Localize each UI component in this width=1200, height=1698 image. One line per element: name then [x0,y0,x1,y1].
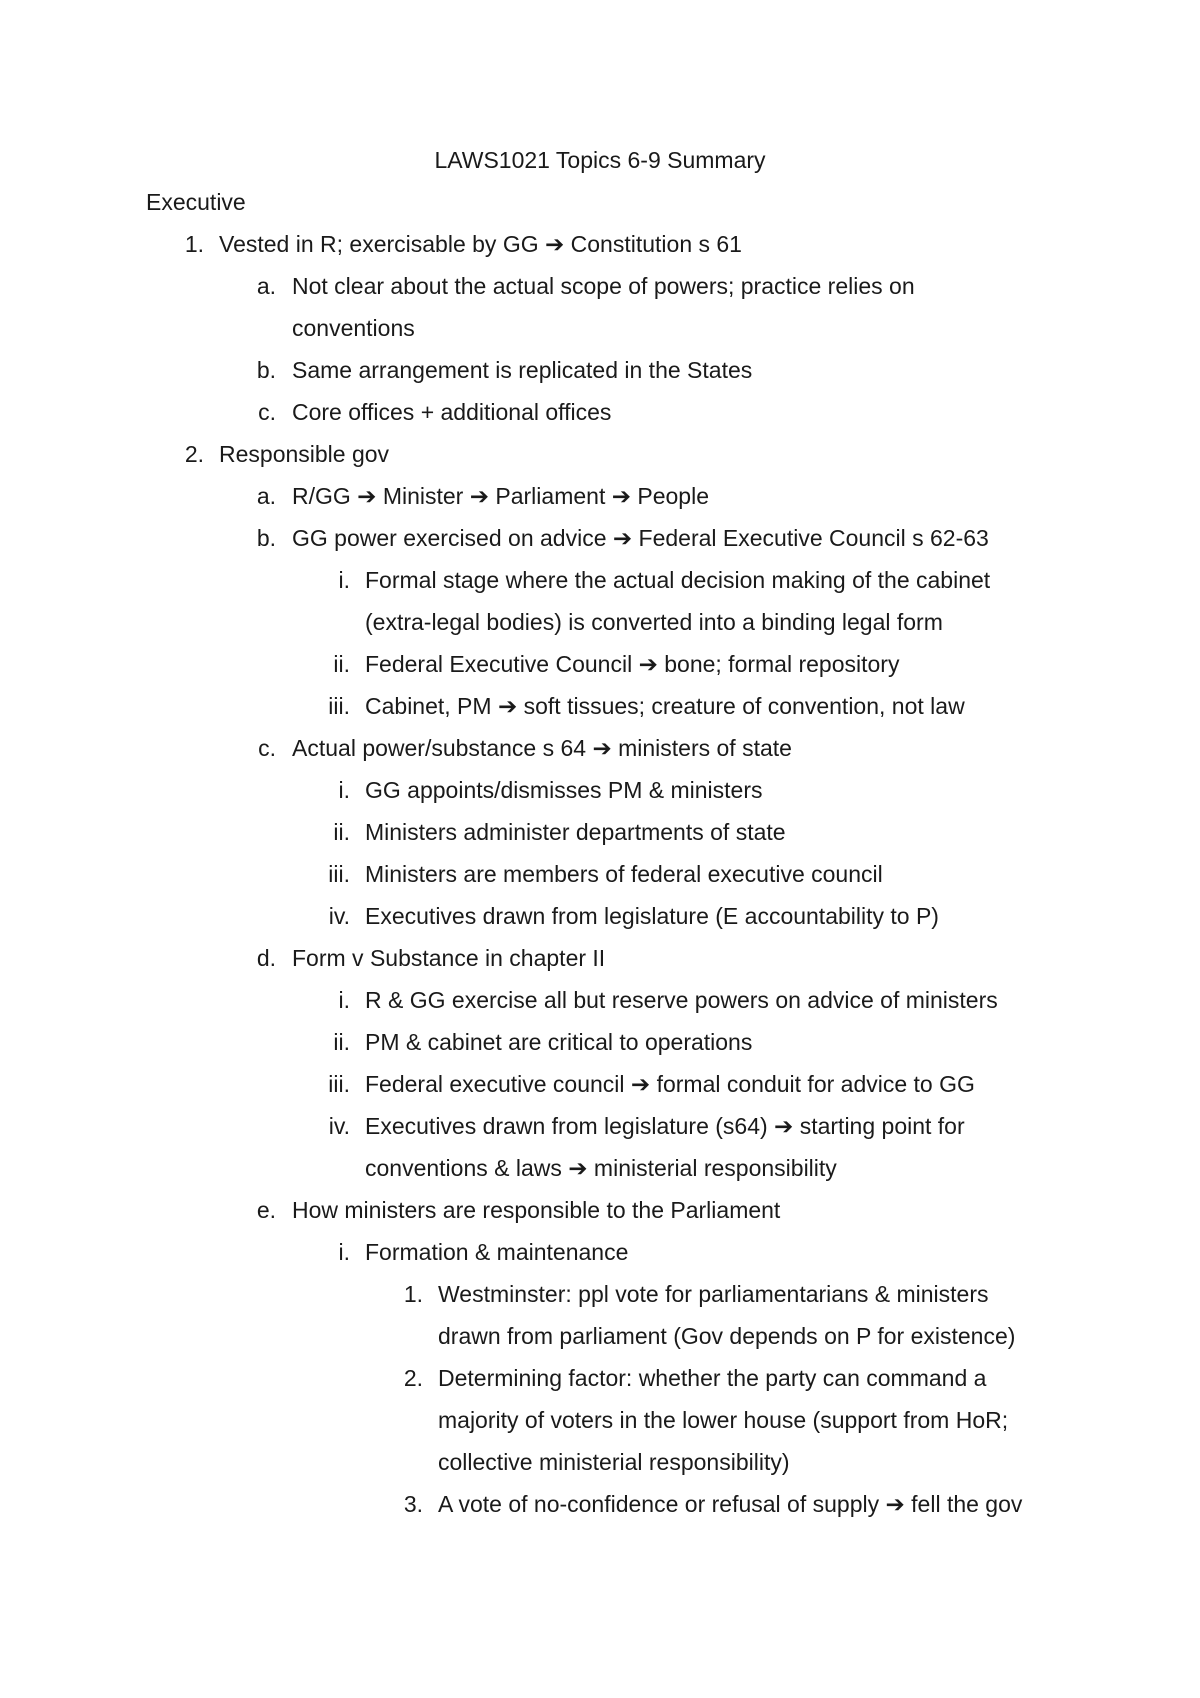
list-marker: iii. [328,693,350,719]
list-item-continuation: drawn from parliament (Gov depends on P for existence) [438,1323,1016,1349]
document-title: LAWS1021 Topics 6-9 Summary [434,147,766,173]
list-marker: a. [256,483,276,509]
list-marker: iii. [328,1071,350,1097]
list-marker: ii. [333,651,350,677]
list-marker: a. [256,273,276,299]
list-marker: 2. [184,441,204,467]
list-marker: 3. [403,1491,423,1517]
list-item: Form v Substance in chapter II [292,945,606,971]
list-item: Responsible gov [219,441,390,467]
list-marker: c. [258,399,276,425]
list-item-continuation: conventions & laws ➔ ministerial responsibility [365,1155,837,1181]
list-item: Formation & maintenance [365,1239,629,1265]
list-marker: ii. [333,819,350,845]
list-marker: e. [256,1197,276,1223]
list-marker: i. [338,987,350,1013]
list-item: Westminster: ppl vote for parliamentarians & ministers [438,1281,989,1307]
list-marker: i. [338,567,350,593]
list-item: A vote of no-confidence or refusal of supply ➔ fell the gov [438,1491,1023,1517]
list-marker: iv. [328,1113,350,1139]
list-item: Ministers administer departments of state [365,819,786,845]
list-marker: b. [256,525,276,551]
list-item: GG power exercised on advice ➔ Federal Executive Council s 62-63 [292,525,989,551]
list-marker: c. [258,735,276,761]
list-marker: iv. [328,903,350,929]
list-item: Same arrangement is replicated in the States [292,357,753,383]
list-item: Determining factor: whether the party can command a [438,1365,987,1391]
list-marker: b. [256,357,276,383]
list-item: R & GG exercise all but reserve powers on advice of ministers [365,987,998,1013]
section-heading: Executive [146,189,246,215]
list-item: Core offices + additional offices [292,399,612,425]
list-item-continuation: collective ministerial responsibility) [438,1449,790,1475]
list-marker: i. [338,1239,350,1265]
list-item: PM & cabinet are critical to operations [365,1029,753,1055]
list-item: Ministers are members of federal executive council [365,861,883,887]
list-item: How ministers are responsible to the Parliament [292,1197,781,1223]
list-item-continuation: (extra-legal bodies) is converted into a binding legal form [365,609,943,635]
list-marker: 2. [403,1365,423,1391]
list-item: Formal stage where the actual decision making of the cabinet [365,567,991,593]
list-item-continuation: majority of voters in the lower house (support from HoR; [438,1407,1009,1433]
list-marker: 1. [184,231,204,257]
list-item: Not clear about the actual scope of powers; practice relies on [292,273,915,299]
list-item: Federal Executive Council ➔ bone; formal repository [365,651,900,677]
list-item: Cabinet, PM ➔ soft tissues; creature of convention, not law [365,693,965,719]
list-marker: i. [338,777,350,803]
list-item: Actual power/substance s 64 ➔ ministers of state [292,735,792,761]
list-marker: ii. [333,1029,350,1055]
list-item: Federal executive council ➔ formal conduit for advice to GG [365,1071,975,1097]
list-item: Vested in R; exercisable by GG ➔ Constitution s 61 [219,231,742,257]
list-item: Executives drawn from legislature (E accountability to P) [365,903,939,929]
list-item: GG appoints/dismisses PM & ministers [365,777,763,803]
list-marker: d. [256,945,276,971]
list-item-continuation: conventions [292,315,415,341]
list-marker: iii. [328,861,350,887]
list-item: Executives drawn from legislature (s64) ➔ starting point for [365,1113,965,1139]
list-marker: 1. [403,1281,423,1307]
list-item: R/GG ➔ Minister ➔ Parliament ➔ People [292,483,709,509]
